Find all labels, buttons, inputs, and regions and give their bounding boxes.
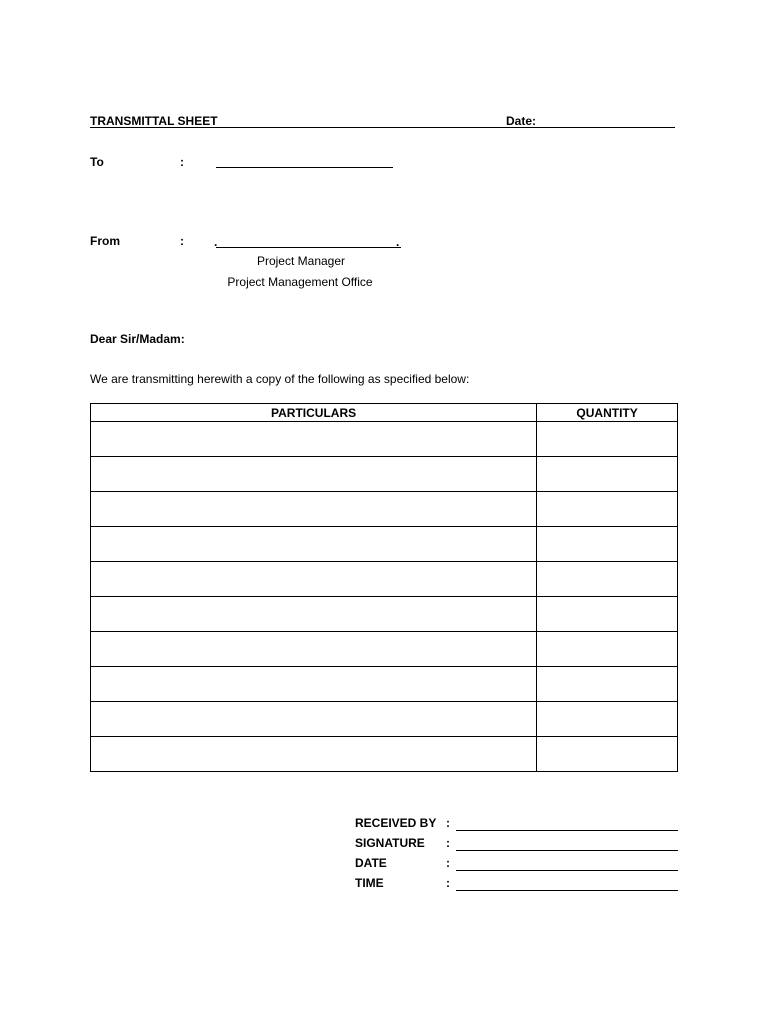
time-row — [355, 876, 678, 896]
quantity-cell[interactable] — [537, 737, 678, 772]
particulars-cell[interactable] — [91, 527, 537, 562]
signature-row — [355, 836, 678, 856]
particulars-header: PARTICULARS — [91, 404, 537, 422]
received-by-colon: : — [446, 816, 450, 830]
quantity-cell[interactable] — [537, 562, 678, 597]
signature-input-line[interactable] — [456, 850, 678, 851]
received-by-label: RECEIVED BY — [355, 816, 437, 830]
greeting: Dear Sir/Madam: — [90, 332, 185, 346]
table-row — [91, 597, 678, 632]
table-row — [91, 422, 678, 457]
date-input-line[interactable] — [456, 870, 678, 871]
time-input-line[interactable] — [456, 890, 678, 891]
received-by-input-line[interactable] — [456, 830, 678, 831]
from-input-line[interactable] — [216, 247, 401, 248]
document-title: TRANSMITTAL SHEET — [90, 114, 218, 128]
table-row — [91, 702, 678, 737]
table-header-row — [91, 404, 678, 422]
time-colon: : — [446, 876, 450, 890]
date-row — [355, 856, 678, 876]
table-row — [91, 527, 678, 562]
particulars-cell[interactable] — [91, 492, 537, 527]
date-label: Date: — [506, 114, 537, 128]
quantity-cell[interactable] — [537, 597, 678, 632]
particulars-cell[interactable] — [91, 597, 537, 632]
particulars-cell[interactable] — [91, 737, 537, 772]
particulars-cell[interactable] — [91, 702, 537, 737]
header-underline — [90, 127, 675, 128]
table-row — [91, 562, 678, 597]
particulars-cell[interactable] — [91, 562, 537, 597]
particulars-cell[interactable] — [91, 632, 537, 667]
table-row — [91, 667, 678, 702]
from-role: Project Manager — [256, 254, 346, 268]
received-by-row — [355, 816, 678, 836]
table-row — [91, 457, 678, 492]
signature-label: SIGNATURE — [355, 836, 425, 850]
quantity-cell[interactable] — [537, 422, 678, 457]
particulars-table — [90, 403, 678, 772]
date-row-colon: : — [446, 856, 450, 870]
quantity-header: QUANTITY — [537, 404, 678, 422]
quantity-cell[interactable] — [537, 527, 678, 562]
particulars-cell[interactable] — [91, 422, 537, 457]
quantity-cell[interactable] — [537, 457, 678, 492]
particulars-cell[interactable] — [91, 457, 537, 492]
from-label: From — [90, 234, 120, 248]
table-row — [91, 632, 678, 667]
quantity-cell[interactable] — [537, 632, 678, 667]
quantity-cell[interactable] — [537, 702, 678, 737]
particulars-cell[interactable] — [91, 667, 537, 702]
from-dot-right: . — [396, 235, 400, 249]
to-input-line[interactable] — [216, 167, 393, 168]
signature-colon: : — [446, 836, 450, 850]
time-label: TIME — [355, 876, 384, 890]
quantity-cell[interactable] — [537, 492, 678, 527]
to-colon: : — [180, 155, 184, 169]
table-row — [91, 737, 678, 772]
quantity-cell[interactable] — [537, 667, 678, 702]
receipt-block — [355, 816, 678, 896]
date-row-label: DATE — [355, 856, 387, 870]
to-label: To — [90, 155, 104, 169]
table-row — [91, 492, 678, 527]
from-dot-left: . — [214, 235, 218, 249]
intro-text: We are transmitting herewith a copy of the following as specified below: — [90, 372, 470, 386]
from-colon: : — [180, 234, 184, 248]
from-office: Project Management Office — [227, 275, 373, 289]
